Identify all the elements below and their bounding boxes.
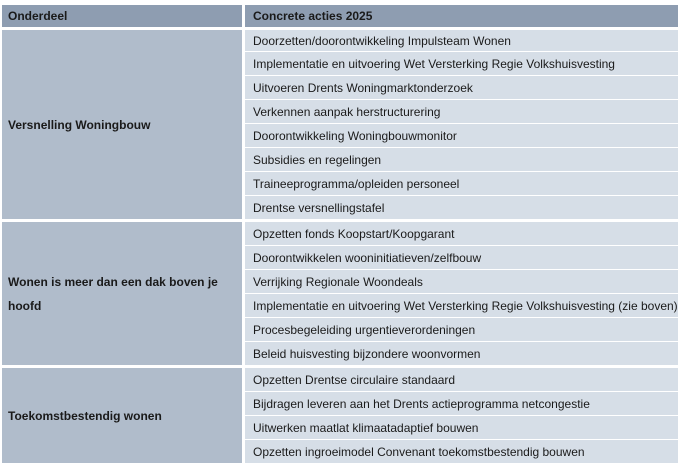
group-label-versnelling-woningbouw: Versnelling Woningbouw bbox=[2, 27, 245, 219]
action-item: Doorontwikkelen wooninitiatieven/zelfbouw bbox=[245, 245, 678, 269]
actions-table bbox=[2, 5, 678, 463]
action-item: Beleid huisvesting bijzondere woonvormen bbox=[245, 341, 678, 365]
action-item: Verkennen aanpak herstructurering bbox=[245, 99, 678, 123]
header-row bbox=[2, 5, 678, 27]
action-item: Drentse versnellingstafel bbox=[245, 195, 678, 219]
action-item: Uitwerken maatlat klimaatadaptief bouwen bbox=[245, 415, 678, 439]
table-row bbox=[2, 219, 678, 245]
action-item: Doorzetten/doorontwikkeling Impulsteam Wonen bbox=[245, 27, 678, 51]
action-item: Implementatie en uitvoering Wet Versterking Regie Volkshuisvesting (zie boven) bbox=[245, 293, 678, 317]
action-item: Uitvoeren Drents Woningmarktonderzoek bbox=[245, 75, 678, 99]
action-item: Opzetten fonds Koopstart/Koopgarant bbox=[245, 219, 678, 245]
table-row bbox=[2, 365, 678, 391]
action-item: Doorontwikkeling Woningbouwmonitor bbox=[245, 123, 678, 147]
table-row bbox=[2, 27, 678, 51]
header-onderdeel: Onderdeel bbox=[2, 5, 245, 27]
action-item: Implementatie en uitvoering Wet Versterking Regie Volkshuisvesting bbox=[245, 51, 678, 75]
action-item: Bijdragen leveren aan het Drents actieprogramma netcongestie bbox=[245, 391, 678, 415]
group-label-toekomstbestendig-wonen: Toekomstbestendig wonen bbox=[2, 365, 245, 463]
action-item: Procesbegeleiding urgentieverordeningen bbox=[245, 317, 678, 341]
action-item: Traineeprogramma/opleiden personeel bbox=[245, 171, 678, 195]
group-label-wonen-meer-dan-dak: Wonen is meer dan een dak boven je hoofd bbox=[2, 219, 245, 365]
action-item: Opzetten Drentse circulaire standaard bbox=[245, 365, 678, 391]
action-item: Opzetten ingroeimodel Convenant toekomstbestendig bouwen bbox=[245, 439, 678, 463]
action-item: Verrijking Regionale Woondeals bbox=[245, 269, 678, 293]
header-concrete-acties: Concrete acties 2025 bbox=[245, 5, 678, 27]
action-item: Subsidies en regelingen bbox=[245, 147, 678, 171]
